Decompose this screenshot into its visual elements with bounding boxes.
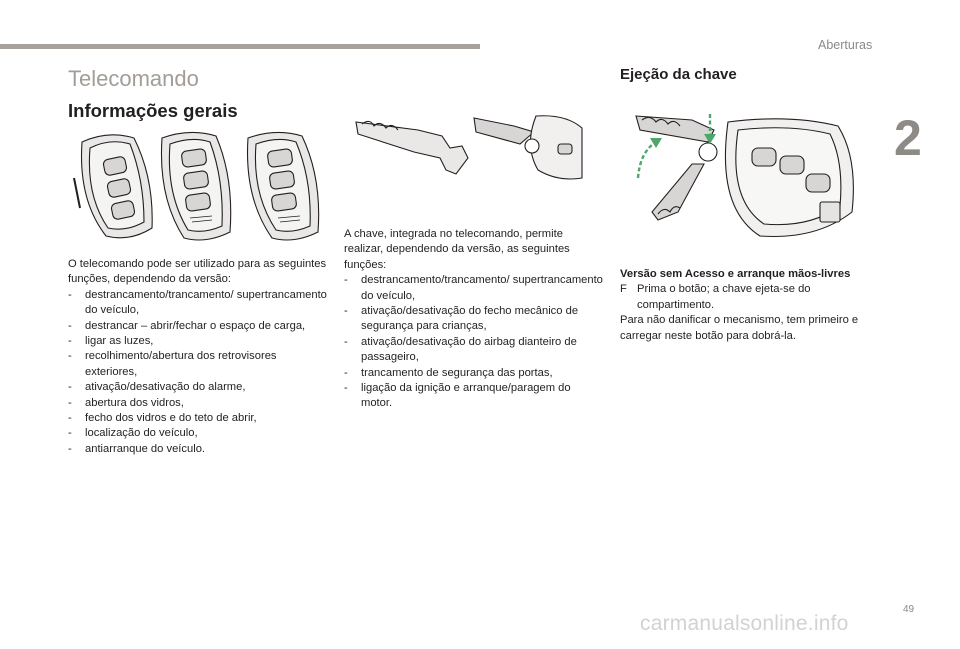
key-eject-heading: Ejeção da chave <box>620 66 737 83</box>
bullet-marker: - <box>68 442 72 455</box>
list-item: - recolhimento/abertura dos retrovisores exteriores, <box>68 350 277 378</box>
remote-functions-text <box>68 257 328 457</box>
key-function-list <box>344 273 604 412</box>
remote-keys-illustration <box>68 128 330 246</box>
page-title: Telecomando <box>68 66 199 91</box>
header-rule <box>0 44 480 49</box>
fold-note: Para não danificar o mecanismo, tem primeiro e carregar neste botão para dobrá-la. <box>620 314 859 342</box>
version-heading: Versão sem Acesso e arranque mãos-livres <box>620 268 851 280</box>
bullet-marker: - <box>68 381 72 394</box>
bullet-marker: - <box>344 366 348 379</box>
key-intro: A chave, integrada no telecomando, permite realizar, dependendo da versão, as seguintes funções: <box>344 228 570 271</box>
list-item: - localização do veículo, <box>68 426 328 441</box>
list-item: - destrancar – abrir/fechar o espaço de carga, <box>68 319 328 334</box>
general-info-heading: Informações gerais <box>68 100 238 121</box>
list-item: - ligar as luzes, <box>68 334 328 349</box>
bullet-marker: - <box>68 335 72 348</box>
step-marker-icon: F <box>620 283 627 296</box>
remote-key-fob-2 <box>161 132 230 240</box>
chapter-number: 2 <box>894 110 922 166</box>
list-item: - ligação da ignição e arranque/paragem do motor. <box>344 382 571 410</box>
section-label: Aberturas <box>818 38 873 52</box>
bullet-marker: - <box>68 412 72 425</box>
list-item: - ativação/desativação do airbag dianteiro de passageiro, <box>344 335 577 364</box>
bullet-marker: - <box>68 288 72 301</box>
key-eject-text <box>620 267 882 344</box>
bullet-marker: - <box>68 427 72 440</box>
list-item: - ativação/desativação do alarme, <box>68 380 328 395</box>
bullet-marker: - <box>344 335 348 348</box>
eject-arrow-icon <box>638 142 656 178</box>
remote-key-fob-3 <box>248 132 319 240</box>
bullet-marker: - <box>344 274 348 287</box>
remote-key-fob-1 <box>74 135 152 238</box>
list-item: - fecho dos vidros e do teto de abrir, <box>68 411 328 426</box>
list-item: - abertura dos vidros, <box>68 396 328 411</box>
bullet-marker: - <box>344 382 348 395</box>
list-item: - trancamento de segurança das portas, <box>344 366 604 381</box>
key-ejection-illustration <box>630 108 862 244</box>
watermark: carmanualsonline.info <box>640 612 849 635</box>
key-functions-text <box>344 227 604 412</box>
list-item: - antiarranque do veículo. <box>68 442 328 457</box>
bullet-marker: - <box>68 396 72 409</box>
page-number: 49 <box>903 604 915 615</box>
remote-intro: O telecomando pode ser utilizado para as seguintes funções, dependendo da versão: <box>68 258 327 286</box>
eject-steps <box>620 282 882 313</box>
bullet-marker: - <box>344 305 348 318</box>
bullet-marker: - <box>68 319 72 332</box>
bullet-marker: - <box>68 350 72 363</box>
list-item: - ativação/desativação do fecho mecânico de segurança para crianças, <box>344 305 579 333</box>
remote-function-list <box>68 288 328 457</box>
list-item: - destrancamento/trancamento/ supertrancamento do veículo, <box>344 274 603 302</box>
list-item: - destrancamento/trancamento/ supertrancamento do veículo, <box>68 288 327 317</box>
list-item: F Prima o botão; a chave ejeta-se do compartimento. <box>620 283 811 311</box>
key-blade-illustration <box>344 106 586 188</box>
